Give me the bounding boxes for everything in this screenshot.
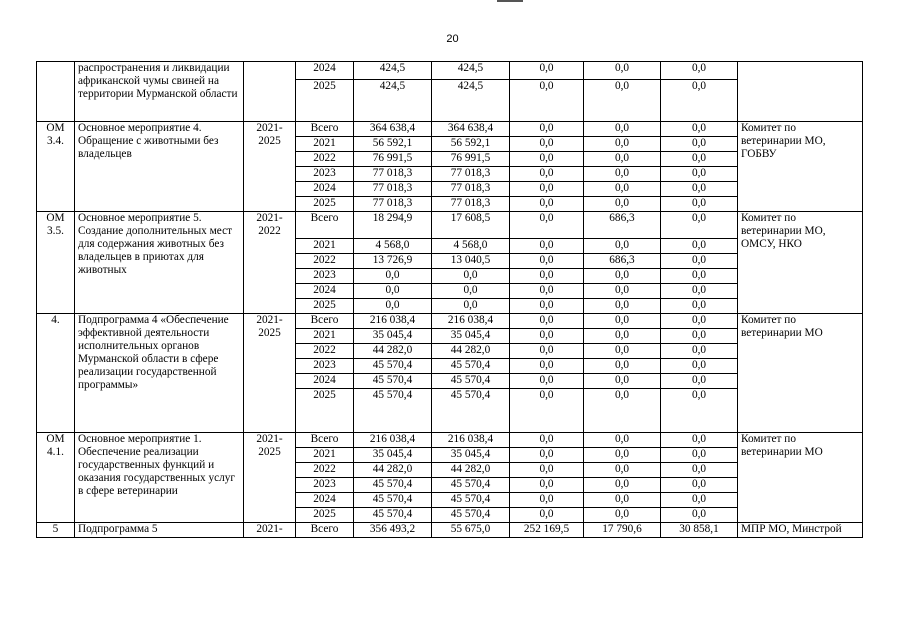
program-name-cell: Основное мероприятие 4. Обращение с животными без владельцев (75, 122, 244, 212)
local-budget-cell: 0,0 (584, 152, 661, 167)
regional-budget-cell: 35 045,4 (432, 329, 510, 344)
local-budget-cell: 0,0 (584, 197, 661, 212)
responsible-cell: Комитет по ветеринарии МО, ОМСУ, НКО (738, 212, 863, 314)
program-code-cell: 5 (37, 523, 75, 538)
other-sources-cell: 0,0 (661, 239, 738, 254)
other-sources-cell: 0,0 (661, 182, 738, 197)
local-budget-cell: 0,0 (584, 374, 661, 389)
table-row (37, 212, 863, 239)
program-code-cell (37, 62, 75, 122)
local-budget-cell: 0,0 (584, 314, 661, 329)
other-sources-cell: 0,0 (661, 344, 738, 359)
program-code-cell: ОМ 4.1. (37, 433, 75, 523)
regional-budget-cell: 35 045,4 (432, 448, 510, 463)
responsible-cell: Комитет по ветеринарии МО (738, 433, 863, 523)
federal-budget-cell: 0,0 (510, 433, 584, 448)
total-value-cell: 424,5 (354, 80, 432, 122)
table-row (37, 314, 863, 329)
total-value-cell: 76 991,5 (354, 152, 432, 167)
total-value-cell: 44 282,0 (354, 344, 432, 359)
federal-budget-cell: 0,0 (510, 167, 584, 182)
year-label-cell: 2022 (296, 152, 354, 167)
table-row (37, 523, 863, 538)
local-budget-cell: 0,0 (584, 329, 661, 344)
total-value-cell: 56 592,1 (354, 137, 432, 152)
year-label-cell: 2023 (296, 269, 354, 284)
local-budget-cell: 0,0 (584, 62, 661, 80)
year-label-cell: Всего (296, 523, 354, 538)
program-code-cell: 4. (37, 314, 75, 433)
total-value-cell: 424,5 (354, 62, 432, 80)
total-value-cell: 216 038,4 (354, 314, 432, 329)
federal-budget-cell: 0,0 (510, 269, 584, 284)
regional-budget-cell: 55 675,0 (432, 523, 510, 538)
year-label-cell: 2023 (296, 478, 354, 493)
program-code-cell: ОМ 3.5. (37, 212, 75, 314)
year-label-cell: 2022 (296, 463, 354, 478)
other-sources-cell: 0,0 (661, 284, 738, 299)
other-sources-cell: 0,0 (661, 254, 738, 269)
regional-budget-cell: 77 018,3 (432, 182, 510, 197)
regional-budget-cell: 45 570,4 (432, 508, 510, 523)
page-top-mark (497, 0, 523, 2)
local-budget-cell: 0,0 (584, 478, 661, 493)
year-label-cell: 2025 (296, 197, 354, 212)
other-sources-cell: 0,0 (661, 508, 738, 523)
federal-budget-cell: 0,0 (510, 493, 584, 508)
other-sources-cell: 0,0 (661, 299, 738, 314)
federal-budget-cell: 0,0 (510, 152, 584, 167)
local-budget-cell: 686,3 (584, 212, 661, 239)
federal-budget-cell: 0,0 (510, 448, 584, 463)
program-name-cell: Основное мероприятие 1. Обеспечение реализации государственных функций и оказания государственных услуг в сфере ветеринарии (75, 433, 244, 523)
federal-budget-cell: 0,0 (510, 62, 584, 80)
regional-budget-cell: 17 608,5 (432, 212, 510, 239)
federal-budget-cell: 0,0 (510, 122, 584, 137)
total-value-cell: 35 045,4 (354, 329, 432, 344)
year-label-cell: 2023 (296, 359, 354, 374)
regional-budget-cell: 45 570,4 (432, 374, 510, 389)
total-value-cell: 45 570,4 (354, 374, 432, 389)
regional-budget-cell: 44 282,0 (432, 463, 510, 478)
local-budget-cell: 0,0 (584, 359, 661, 374)
other-sources-cell: 0,0 (661, 389, 738, 433)
program-name-cell: Подпрограмма 5 (75, 523, 244, 538)
year-label-cell: Всего (296, 314, 354, 329)
regional-budget-cell: 45 570,4 (432, 389, 510, 433)
regional-budget-cell: 0,0 (432, 269, 510, 284)
federal-budget-cell: 0,0 (510, 182, 584, 197)
other-sources-cell: 0,0 (661, 448, 738, 463)
year-label-cell: 2022 (296, 254, 354, 269)
regional-budget-cell: 424,5 (432, 62, 510, 80)
local-budget-cell: 0,0 (584, 493, 661, 508)
other-sources-cell: 0,0 (661, 433, 738, 448)
local-budget-cell: 0,0 (584, 433, 661, 448)
federal-budget-cell: 0,0 (510, 212, 584, 239)
local-budget-cell: 0,0 (584, 389, 661, 433)
regional-budget-cell: 424,5 (432, 80, 510, 122)
responsible-cell: МПР МО, Минстрой (738, 523, 863, 538)
table-row (37, 62, 863, 80)
total-value-cell: 77 018,3 (354, 197, 432, 212)
other-sources-cell: 0,0 (661, 478, 738, 493)
year-label-cell: 2021 (296, 137, 354, 152)
program-name-cell: распространения и ликвидации африканской чумы свиней на территории Мурманской области (75, 62, 244, 122)
total-value-cell: 4 568,0 (354, 239, 432, 254)
federal-budget-cell: 0,0 (510, 389, 584, 433)
other-sources-cell: 0,0 (661, 212, 738, 239)
period-cell: 2021- (244, 523, 296, 538)
federal-budget-cell: 0,0 (510, 239, 584, 254)
other-sources-cell: 0,0 (661, 374, 738, 389)
responsible-cell: Комитет по ветеринарии МО (738, 314, 863, 433)
total-value-cell: 0,0 (354, 269, 432, 284)
total-value-cell: 45 570,4 (354, 508, 432, 523)
year-label-cell: 2024 (296, 284, 354, 299)
regional-budget-cell: 4 568,0 (432, 239, 510, 254)
total-value-cell: 44 282,0 (354, 463, 432, 478)
federal-budget-cell: 0,0 (510, 478, 584, 493)
program-name-cell: Подпрограмма 4 «Обеспечение эффективной деятельности исполнительных органов Мурманской области в сфере реализации государственной программы» (75, 314, 244, 433)
other-sources-cell: 0,0 (661, 122, 738, 137)
other-sources-cell: 0,0 (661, 167, 738, 182)
year-label-cell: 2023 (296, 167, 354, 182)
year-label-cell: 2025 (296, 299, 354, 314)
other-sources-cell: 0,0 (661, 314, 738, 329)
local-budget-cell: 0,0 (584, 122, 661, 137)
local-budget-cell: 0,0 (584, 167, 661, 182)
regional-budget-cell: 13 040,5 (432, 254, 510, 269)
period-cell (244, 62, 296, 122)
federal-budget-cell: 0,0 (510, 314, 584, 329)
total-value-cell: 18 294,9 (354, 212, 432, 239)
year-label-cell: 2025 (296, 508, 354, 523)
regional-budget-cell: 216 038,4 (432, 314, 510, 329)
year-label-cell: 2024 (296, 182, 354, 197)
table-row (37, 433, 863, 448)
regional-budget-cell: 77 018,3 (432, 167, 510, 182)
year-label-cell: 2024 (296, 374, 354, 389)
year-label-cell: 2022 (296, 344, 354, 359)
program-name-cell: Основное мероприятие 5. Создание дополнительных мест для содержания животных без владельцев в приютах для животных (75, 212, 244, 314)
year-label-cell: 2025 (296, 389, 354, 433)
federal-budget-cell: 0,0 (510, 299, 584, 314)
period-cell: 2021-2025 (244, 314, 296, 433)
period-cell: 2021-2022 (244, 212, 296, 314)
local-budget-cell: 0,0 (584, 448, 661, 463)
other-sources-cell: 0,0 (661, 80, 738, 122)
responsible-cell (738, 62, 863, 122)
local-budget-cell: 0,0 (584, 137, 661, 152)
federal-budget-cell: 0,0 (510, 197, 584, 212)
local-budget-cell: 0,0 (584, 80, 661, 122)
period-cell: 2021-2025 (244, 433, 296, 523)
responsible-cell: Комитет по ветеринарии МО, ГОБВУ (738, 122, 863, 212)
total-value-cell: 45 570,4 (354, 389, 432, 433)
local-budget-cell: 0,0 (584, 239, 661, 254)
regional-budget-cell: 0,0 (432, 299, 510, 314)
total-value-cell: 0,0 (354, 284, 432, 299)
local-budget-cell: 0,0 (584, 182, 661, 197)
other-sources-cell: 0,0 (661, 137, 738, 152)
total-value-cell: 45 570,4 (354, 493, 432, 508)
period-cell: 2021-2025 (244, 122, 296, 212)
total-value-cell: 216 038,4 (354, 433, 432, 448)
regional-budget-cell: 76 991,5 (432, 152, 510, 167)
total-value-cell: 45 570,4 (354, 478, 432, 493)
regional-budget-cell: 45 570,4 (432, 359, 510, 374)
table-body (37, 62, 863, 538)
regional-budget-cell: 77 018,3 (432, 197, 510, 212)
year-label-cell: 2025 (296, 80, 354, 122)
federal-budget-cell: 0,0 (510, 374, 584, 389)
local-budget-cell: 686,3 (584, 254, 661, 269)
other-sources-cell: 0,0 (661, 152, 738, 167)
federal-budget-cell: 252 169,5 (510, 523, 584, 538)
total-value-cell: 356 493,2 (354, 523, 432, 538)
federal-budget-cell: 0,0 (510, 137, 584, 152)
total-value-cell: 35 045,4 (354, 448, 432, 463)
federal-budget-cell: 0,0 (510, 254, 584, 269)
regional-budget-cell: 45 570,4 (432, 478, 510, 493)
total-value-cell: 364 638,4 (354, 122, 432, 137)
regional-budget-cell: 44 282,0 (432, 344, 510, 359)
local-budget-cell: 0,0 (584, 508, 661, 523)
federal-budget-cell: 0,0 (510, 344, 584, 359)
local-budget-cell: 17 790,6 (584, 523, 661, 538)
total-value-cell: 77 018,3 (354, 167, 432, 182)
local-budget-cell: 0,0 (584, 284, 661, 299)
year-label-cell: 2024 (296, 62, 354, 80)
total-value-cell: 0,0 (354, 299, 432, 314)
program-code-cell: ОМ 3.4. (37, 122, 75, 212)
total-value-cell: 77 018,3 (354, 182, 432, 197)
local-budget-cell: 0,0 (584, 463, 661, 478)
federal-budget-cell: 0,0 (510, 329, 584, 344)
page-number: 20 (446, 33, 459, 45)
federal-budget-cell: 0,0 (510, 80, 584, 122)
other-sources-cell: 0,0 (661, 269, 738, 284)
other-sources-cell: 0,0 (661, 463, 738, 478)
federal-budget-cell: 0,0 (510, 284, 584, 299)
local-budget-cell: 0,0 (584, 299, 661, 314)
local-budget-cell: 0,0 (584, 344, 661, 359)
total-value-cell: 13 726,9 (354, 254, 432, 269)
regional-budget-cell: 364 638,4 (432, 122, 510, 137)
regional-budget-cell: 56 592,1 (432, 137, 510, 152)
table-row (37, 122, 863, 137)
year-label-cell: 2021 (296, 239, 354, 254)
budget-table (36, 61, 863, 538)
year-label-cell: Всего (296, 433, 354, 448)
regional-budget-cell: 45 570,4 (432, 493, 510, 508)
federal-budget-cell: 0,0 (510, 359, 584, 374)
local-budget-cell: 0,0 (584, 269, 661, 284)
other-sources-cell: 0,0 (661, 329, 738, 344)
year-label-cell: Всего (296, 212, 354, 239)
year-label-cell: 2021 (296, 448, 354, 463)
other-sources-cell: 0,0 (661, 197, 738, 212)
other-sources-cell: 0,0 (661, 359, 738, 374)
total-value-cell: 45 570,4 (354, 359, 432, 374)
regional-budget-cell: 216 038,4 (432, 433, 510, 448)
other-sources-cell: 30 858,1 (661, 523, 738, 538)
year-label-cell: 2024 (296, 493, 354, 508)
other-sources-cell: 0,0 (661, 493, 738, 508)
other-sources-cell: 0,0 (661, 62, 738, 80)
regional-budget-cell: 0,0 (432, 284, 510, 299)
year-label-cell: 2021 (296, 329, 354, 344)
federal-budget-cell: 0,0 (510, 508, 584, 523)
year-label-cell: Всего (296, 122, 354, 137)
federal-budget-cell: 0,0 (510, 463, 584, 478)
